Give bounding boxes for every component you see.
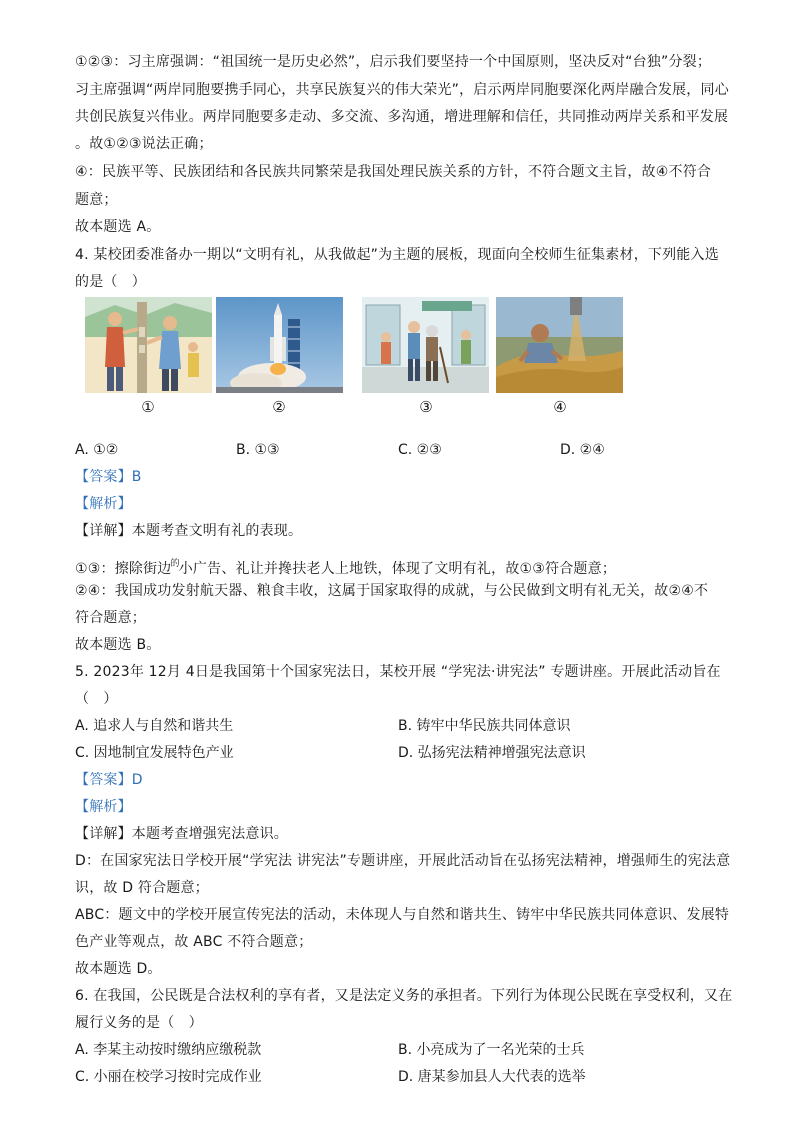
analysis-label: 【解析】 (75, 799, 132, 815)
text-line: ④：民族平等、民族团结和各民族共同繁荣是我国处理民族关系的方针，不符合题文主旨，故④不符合 (75, 164, 712, 180)
option-c[interactable]: C. 因地制宜发展特色产业 (75, 745, 234, 761)
option-a[interactable]: A. 追求人与自然和谐共生 (75, 718, 234, 734)
explanation-line: 识，故 D 符合题意； (75, 880, 209, 896)
explanation-text: ①③：擦除街边 (75, 561, 172, 577)
explanation-line (75, 554, 616, 579)
explanation-line: 符合题意； (75, 610, 146, 626)
explanation-line: ②④：我国成功发射航天器、粮食丰收，这属于国家取得的成就，与公民做到文明有礼无关，故②④不 (75, 583, 709, 599)
explanation-text: 小广告、礼让并搀扶老人上地铁，体现了文明有礼，故①③符合题意； (178, 561, 617, 577)
answer-label: 【答案】B (75, 469, 142, 485)
option-c[interactable]: C. ②③ (398, 442, 442, 458)
conclusion-line: 故本题选 B。 (75, 637, 161, 653)
picture-4-caption: ④ (553, 398, 567, 416)
text-line: 习主席强调“两岸同胞要携手同心，共享民族复兴的伟大荣光”，启示两岸同胞要深化两岸融合发展，同心 (75, 82, 729, 98)
text-line: ①②③：习主席强调：“祖国统一是历史必然”，启示我们要坚持一个中国原则，坚决反对“台独”分裂； (75, 54, 712, 70)
option-d[interactable]: D. ②④ (560, 442, 605, 458)
explanation-line: 色产业等观点，故 ABC 不符合题意； (75, 934, 313, 950)
option-b[interactable]: B. ①③ (236, 442, 280, 458)
picture-2-caption: ② (272, 398, 286, 416)
picture-2-rocket-launch (216, 297, 343, 393)
question-4-stem: 4. 某校团委准备办一期以“文明有礼，从我做起”为主题的展板，现面向全校师生征集素材，下列能入选 (75, 247, 719, 263)
conclusion-line: 故本题选 D。 (75, 961, 162, 977)
text-line: 共创民族复兴伟业。两岸同胞要多走动、多交流、多沟通，增进理解和信任，共同推动两岸关系和平发展 (75, 109, 729, 125)
detail-line: 【详解】本题考查增强宪法意识。 (75, 826, 288, 842)
picture-1-cleaning-ads (85, 297, 212, 393)
picture-3-caption: ③ (419, 398, 433, 416)
superscript-char: 的 (170, 559, 180, 569)
picture-3-helping-elder-subway (362, 297, 489, 393)
question-5-stem: 5. 2023年 12月 4日是我国第十个国家宪法日，某校开展 “学宪法·讲宪法” 专题讲座。开展此活动旨在 (75, 664, 721, 680)
conclusion-line: 故本题选 A。 (75, 219, 161, 235)
option-a[interactable]: A. 李某主动按时缴纳应缴税款 (75, 1042, 262, 1058)
question-4-stem-cont: 的是（ ） (75, 274, 146, 290)
option-a[interactable]: A. ①② (75, 442, 119, 458)
explanation-line: ABC：题文中的学校开展宣传宪法的活动，未体现人与自然和谐共生、铸牢中华民族共同体意识、发展特 (75, 907, 730, 923)
picture-4-grain-harvest (496, 297, 623, 393)
option-c[interactable]: C. 小丽在校学习按时完成作业 (75, 1069, 262, 1085)
answer-label: 【答案】D (75, 772, 143, 788)
option-b[interactable]: B. 小亮成为了一名光荣的士兵 (398, 1042, 585, 1058)
text-line: 题意； (75, 192, 118, 208)
option-d[interactable]: D. 弘扬宪法精神增强宪法意识 (398, 745, 586, 761)
question-6-stem-cont: 履行义务的是（ ） (75, 1015, 203, 1031)
detail-line: 【详解】本题考查文明有礼的表现。 (75, 523, 303, 539)
question-5-stem-cont: （ ） (75, 691, 118, 707)
question-6-stem: 6. 在我国，公民既是合法权利的享有者，又是法定义务的承担者。下列行为体现公民既在享受权利，又在 (75, 988, 733, 1004)
text-line: 。故①②③说法正确； (75, 136, 213, 152)
analysis-label: 【解析】 (75, 496, 132, 512)
option-b[interactable]: B. 铸牢中华民族共同体意识 (398, 718, 571, 734)
option-d[interactable]: D. 唐某参加县人大代表的选举 (398, 1069, 586, 1085)
picture-1-caption: ① (141, 398, 155, 416)
explanation-line: D：在国家宪法日学校开展“学宪法 讲宪法”专题讲座，开展此活动旨在弘扬宪法精神，增强师生的宪法意 (75, 853, 731, 869)
